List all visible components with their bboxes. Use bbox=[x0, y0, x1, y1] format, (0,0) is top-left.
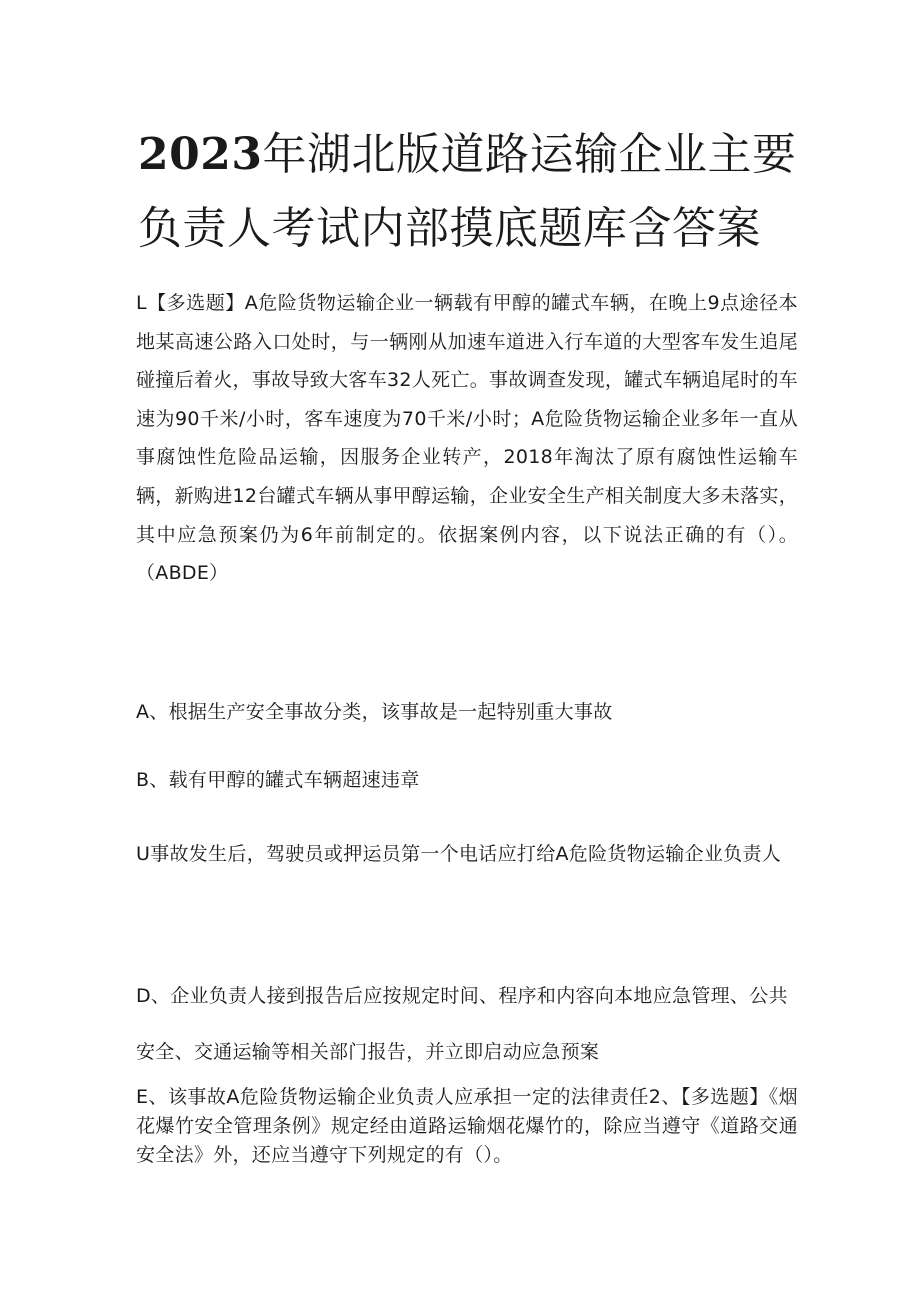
option-c: U事故发生后，驾驶员或押运员第一个电话应打给A危险货物运输企业负责人 bbox=[136, 843, 782, 865]
option-b: B、载有甲醇的罐式车辆超速违章 bbox=[136, 769, 420, 791]
title-text: 年湖北版道路运输企业主要负责人考试内部摸底题库含答案 bbox=[138, 129, 797, 254]
question-1-stem: L【多选题】A危险货物运输企业一辆载有甲醇的罐式车辆，在晚上9点途径本地某高速公路入口处时，与一辆刚从加速车道进入行车道的大型客车发生追尾碰撞后着火，事故导致大客车32人死亡。事故调查发现，罐式车辆追尾时的车速为90千米/小时，客车速度为70千米/小时；A危险货物运输企业多年一直从事腐蚀性危险品运输，因服务企业转产，2018年淘汰了原有腐蚀性运输车辆，新购进12台罐式车辆从事甲醇运输，企业安全生产相关制度大多未落实，其中应急预案仍为6年前制定的。依据案例内容，以下说法正确的有（）。（ABDE） bbox=[136, 292, 798, 585]
option-a: A、根据生产安全事故分类，该事故是一起特别重大事故 bbox=[136, 701, 613, 723]
title-year: 2023 bbox=[138, 129, 263, 180]
option-e-and-question-2: E、该事故A危险货物运输企业负责人应承担一定的法律责任2、【多选题】《烟花爆竹安全管理条例》规定经由道路运输烟花爆竹的，除应当遵守《道路交通安全法》外，还应当遵守下列规定的有（）。 bbox=[136, 1086, 798, 1166]
option-d: D、企业负责人接到报告后应按规定时间、程序和内容向本地应急管理、公共安全、交通运输等相关部门报告，并立即启动应急预案 bbox=[136, 985, 788, 1063]
page-title bbox=[138, 118, 798, 266]
